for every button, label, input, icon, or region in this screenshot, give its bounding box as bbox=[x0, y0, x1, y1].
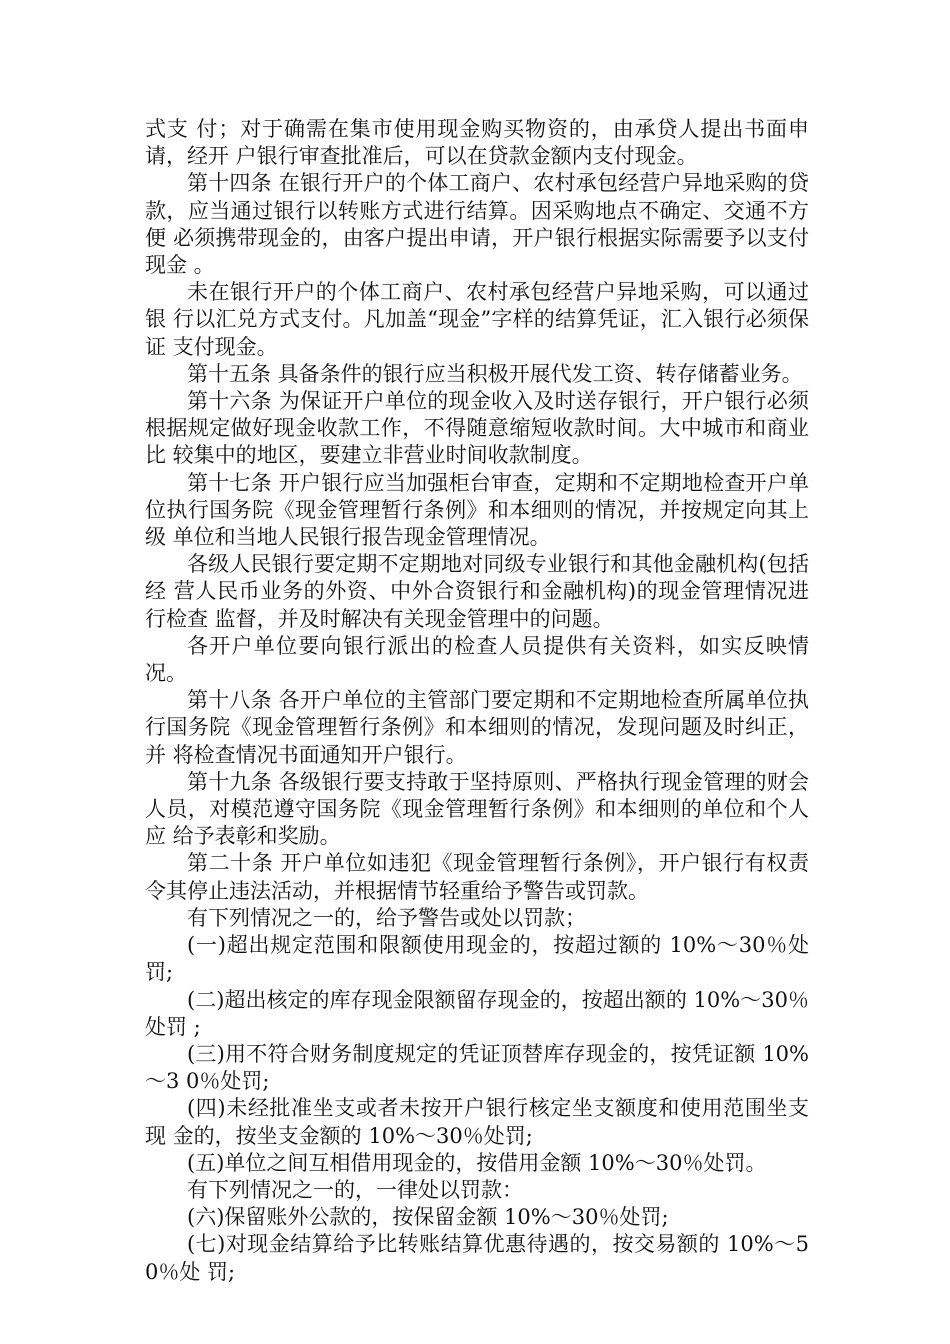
paragraph-article-15: 第十五条 具备条件的银行应当积极开展代发工资、转存储蓄业务。 bbox=[187, 361, 803, 386]
paragraph: 式支 付；对于确需在集市使用现金购买物资的，由承贷人提出书面申请，经开 户银行审查批准后，可以在贷款金额内支付现金。 bbox=[145, 117, 809, 169]
paragraph: 未在银行开户的个体工商户、农村承包经营户异地采购，可以通过银 行以汇兑方式支付。凡加盖“现金”字样的结算凭证，汇入银行必须保证 支付现金。 bbox=[145, 280, 809, 359]
list-item: (三)用不符合财务制度规定的凭证顶替库存现金的，按凭证额 10%～3 0％处罚; bbox=[145, 1041, 810, 1094]
paragraph: 各开户单位要向银行派出的检查人员提供有关资料，如实反映情况。 bbox=[145, 633, 809, 686]
list-item: (六)保留账外公款的，按保留金额 10%～30％处罚; bbox=[187, 1205, 669, 1230]
paragraph-article-18: 第十八条 各开户单位的主管部门要定期和不定期地检查所属单位执 行国务院《现金管理暂行条例》和本细则的情况，发现问题及时纠正，并 将检查情况书面通知开户银行。 bbox=[145, 688, 809, 767]
paragraph-article-17: 第十七条 开户银行应当加强柜台审查，定期和不定期地检查开户单 位执行国务院《现金管理暂行条例》和本细则的情况，并按规定向其上级 单位和当地人民银行报告现金管理情况。 bbox=[145, 470, 809, 550]
document-body bbox=[145, 116, 809, 1286]
paragraph-article-20: 第二十条 开户单位如违犯《现金管理暂行条例》，开户银行有权责 令其停止违法活动，并根据情节轻重给予警告或罚款。 bbox=[145, 851, 809, 903]
paragraph-article-14: 第十四条 在银行开户的个体工商户、农村承包经营户异地采购的贷 款，应当通过银行以转账方式进行结算。因采购地点不确定、交通不方便 必须携带现金的，由客户提出申请，开户银行根据实际需要予以支付现金 。 bbox=[145, 171, 809, 278]
paragraph-article-16: 第十六条 为保证开户单位的现金收入及时送存银行，开户银行必须 根据规定做好现金收款工作，不得随意缩短收款时间。大中城市和商业比 较集中的地区，要建立非营业时间收款制度。 bbox=[145, 389, 809, 468]
paragraph: 有下列情况之一的，一律处以罚款： bbox=[187, 1177, 523, 1202]
list-item: (二)超出核定的库存现金限额留存现金的，按超出额的 10%～30％处罚 ; bbox=[145, 987, 809, 1039]
list-item: (一)超出规定范围和限额使用现金的，按超过额的 10%～30％处罚; bbox=[145, 933, 809, 985]
paragraph: 各级人民银行要定期不定期地对同级专业银行和其他金融机构(包括经 营人民币业务的外资、中外合资银行和金融机构)的现金管理情况进行检查 监督，并及时解决有关现金管理中的问题。 bbox=[145, 552, 809, 631]
paragraph-article-19: 第十九条 各级银行要支持敢于坚持原则、严格执行现金管理的财会 人员，对模范遵守国务院《现金管理暂行条例》和本细则的单位和个人应 给予表彰和奖励。 bbox=[145, 769, 809, 849]
list-item: (七)对现金结算给予比转账结算优惠待遇的，按交易额的 10%～50％处 罚; bbox=[145, 1232, 809, 1284]
paragraph: 有下列情况之一的，给予警告或处以罚款； bbox=[187, 905, 586, 930]
list-item: (四)未经批准坐支或者未按开户银行核定坐支额度和使用范围坐支现 金的，按坐支金额的 10%～30％处罚; bbox=[145, 1096, 809, 1148]
list-item: (五)单位之间互相借用现金的，按借用金额 10%～30％处罚。 bbox=[187, 1150, 767, 1175]
